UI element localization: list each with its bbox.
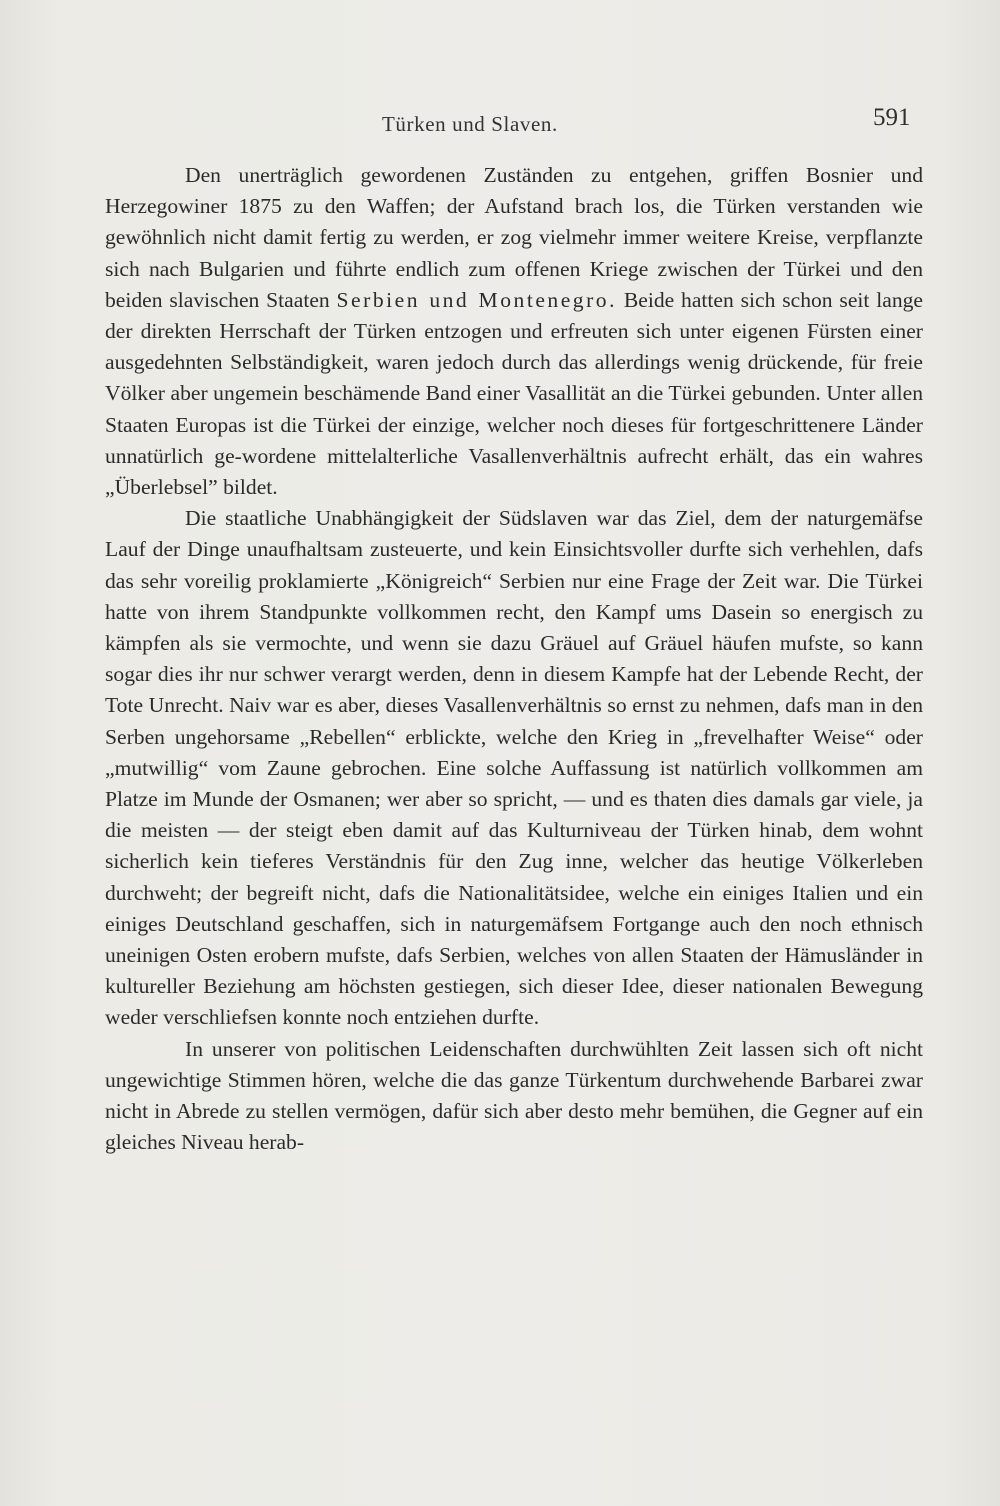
running-head-title: Türken und Slaven. — [382, 112, 558, 136]
page-number: 591 — [873, 104, 911, 131]
paragraph-1-spaced-text: Serbien und Montenegro. — [336, 287, 617, 312]
paragraph-3: In unserer von politischen Leidenschaften durchwühlten Zeit lassen sich oft nicht ungewichtige Stimmen hören, welche die das ganze Türkentum durchwehende Barbarei zwar nicht in Abrede zu stellen vermögen, dafür sich aber desto mehr bemühen, die Gegner auf ein gleiches Niveau herab- — [105, 1036, 923, 1155]
paragraph-1-text-before: Den unerträglich gewordenen Zuständen zu entgehen, griffen Bosnier und Herzegowiner 1875 zu den Waffen; der Aufstand brach los, die Türken verstanden wie gewöhnlich nicht damit fertig zu werden, er zog vielmehr immer weitere Kreise, verpflanzte sich nach Bulgarien und führte endlich zum offenen Kriege zwischen der Türkei und den beiden slavischen Staaten — [105, 163, 923, 312]
paragraph-1-text-after: Beide hatten sich schon seit lange der direkten Herrschaft der Türken entzogen und erfreuten sich unter eigenen Fürsten einer ausgedehnten Selbständigkeit, waren jedoch durch das allerdings wenig drückende, für freie Völker aber ungemein beschämende Band einer Vasallität an die Türkei gebunden. Unter allen Staaten Europas ist die Türkei der einzige, welcher noch dieses für fortgeschrittenere Länder unnatürlich ge-wordene mittelalterliche Vasallenverhältnis aufrecht erhält, das ein wahres „Überlebsel” bildet. — [105, 287, 923, 500]
running-head — [0, 104, 1000, 144]
body-text — [105, 160, 923, 1159]
paragraph-2: Die staatliche Unabhängigkeit der Südslaven war das Ziel, dem der naturgemäfse Lauf der Dinge unaufhaltsam zusteuerte, und kein Einsichtsvoller durfte sich verhehlen, dafs das sehr voreilig proklamierte „Königreich“ Serbien nur eine Frage der Zeit war. Die Türkei hatte von ihrem Standpunkte vollkommen recht, den Kampf ums Dasein so energisch zu kämpfen als sie vermochte, und wenn sie dazu Gräuel auf Gräuel häufen mufste, so kann sogar dies ihr nur schwer verargt werden, denn in diesem Kampfe hat der Lebende Recht, der Tote Unrecht. Naiv war es aber, dieses Vasallenverhältnis so ernst zu nehmen, dafs man in den Serben ungehorsame „Rebellen“ erblickte, welche den Krieg in „frevelhafter Weise“ oder „mutwillig“ vom Zaune gebrochen. Eine solche Auffassung ist natürlich vollkommen am Platze im Munde der Osmanen; wer aber so spricht, — und es thaten dies damals gar viele, ja die meisten — der steigt eben damit auf das Kulturniveau der Türken hinab, dem wohnt sicherlich kein tieferes Verständnis für den Zug inne, welcher das heutige Völkerleben durchweht; der begreift nicht, dafs die Nationalitätsidee, welche ein einiges Italien und ein einiges Deutschland geschaffen, sich in naturgemäfsem Fortgange auch den noch ethnisch uneinigen Osten erobern mufste, dafs Serbien, welches von allen Staaten der Hämusländer in kultureller Beziehung am höchsten gestiegen, sich dieser Idee, dieser nationalen Bewegung weder verschliefsen konnte noch entziehen durfte. — [105, 506, 923, 1030]
paragraph-1 — [105, 160, 923, 503]
